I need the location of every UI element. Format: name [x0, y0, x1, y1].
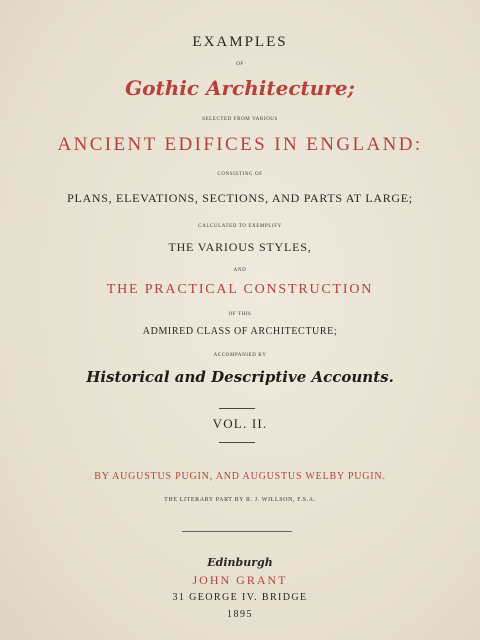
city-line: Edinburgh: [207, 556, 273, 569]
historical-accounts-title: Historical and Descriptive Accounts.: [86, 368, 394, 386]
of-text: OF: [236, 62, 244, 67]
calculated-text: CALCULATED TO EXEMPLIFY: [198, 224, 282, 229]
publisher-address: 31 GEORGE IV. BRIDGE: [172, 592, 308, 603]
gothic-architecture-title: Gothic Architecture;: [125, 76, 355, 100]
various-styles-line: THE VARIOUS STYLES,: [168, 240, 312, 254]
and-text: AND: [233, 268, 247, 273]
admired-class-line: ADMIRED CLASS OF ARCHITECTURE;: [142, 326, 338, 337]
authors-line: BY AUGUSTUS PUGIN, AND AUGUSTUS WELBY PUGIN.: [94, 471, 386, 482]
publisher-name: JOHN GRANT: [192, 573, 288, 587]
consisting-of-text: CONSISTING OF: [217, 172, 263, 177]
selected-from-text: SELECTED FROM VARIOUS: [202, 117, 278, 122]
volume-label: VOL. II.: [212, 416, 268, 431]
volume-rule-bottom: [219, 442, 255, 443]
volume-rule-top: [219, 408, 255, 409]
publisher-rule: [182, 531, 292, 532]
accompanied-by-text: ACCOMPANIED BY: [213, 353, 267, 358]
plans-line: PLANS, ELEVATIONS, SECTIONS, AND PARTS AT LARGE;: [67, 191, 413, 205]
ancient-edifices-title: ANCIENT EDIFICES IN ENGLAND:: [57, 134, 423, 155]
of-this-text: OF THIS: [228, 312, 252, 317]
practical-construction-title: THE PRACTICAL CONSTRUCTION: [106, 282, 374, 297]
examples-heading: EXAMPLES: [192, 34, 288, 50]
literary-part-line: THE LITERARY PART BY R. J. WILLSON, F.S.A.: [164, 497, 316, 503]
publication-year: 1895: [227, 609, 253, 620]
